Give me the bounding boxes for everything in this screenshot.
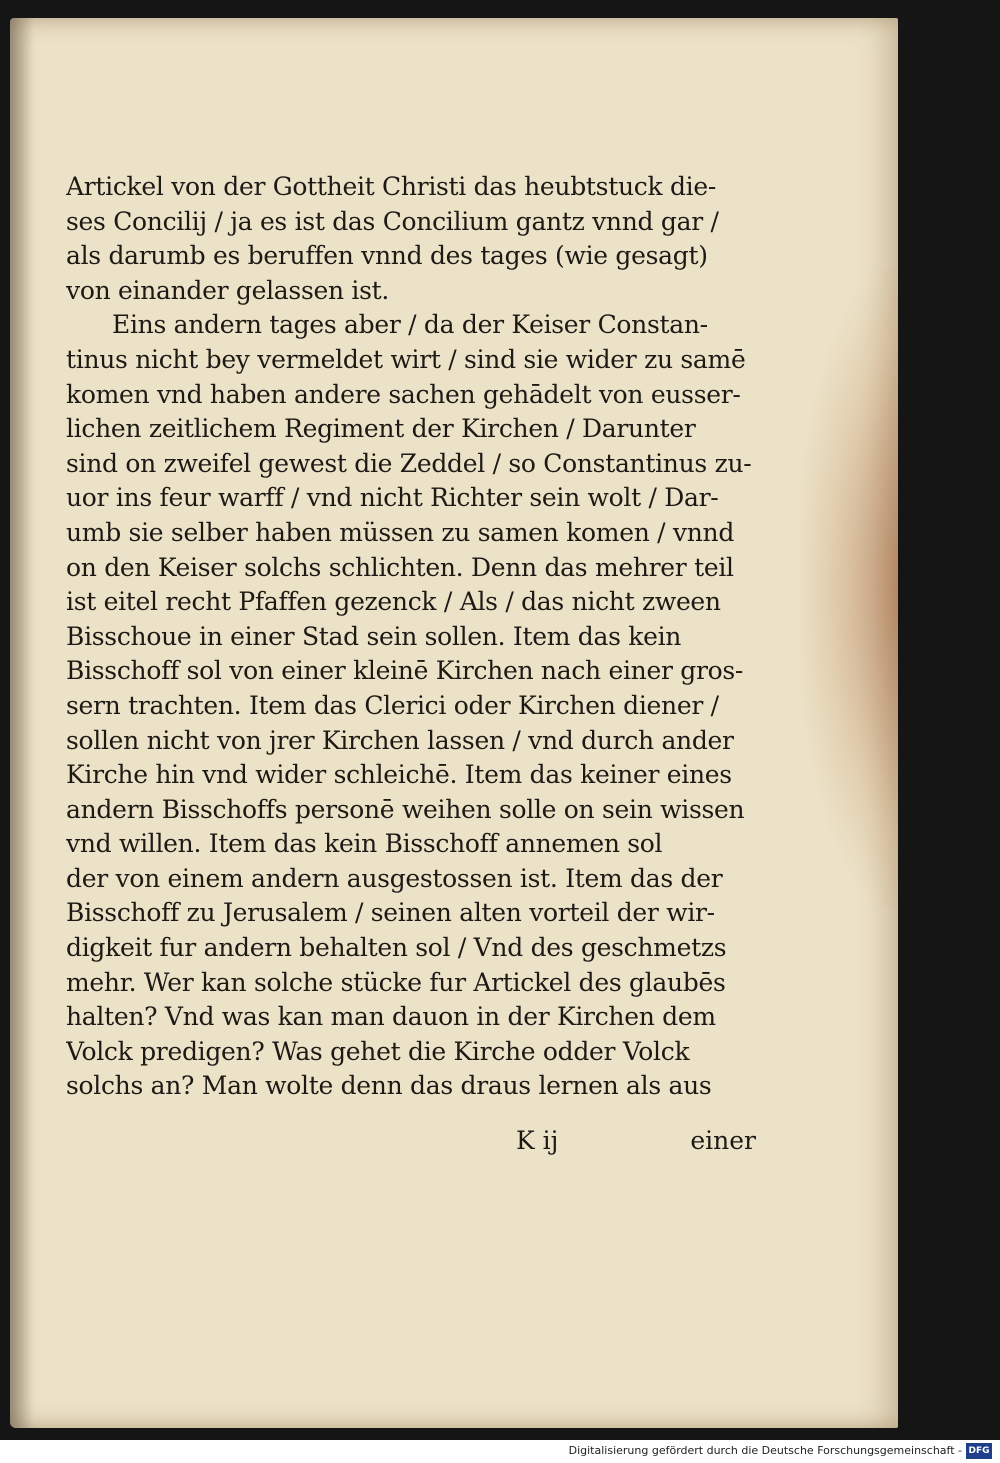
gutter-shadow	[10, 18, 34, 1428]
text-line: solchs an? Man wolte denn das draus lernen als aus	[66, 1071, 712, 1101]
text-line: andern Bisschoffs personē weihen solle on sein wissen	[66, 794, 745, 824]
text-line: Eins andern tages aber / da der Keiser Constan-	[112, 310, 708, 340]
dfg-logo: DFG	[966, 1443, 992, 1459]
book-page	[10, 18, 898, 1428]
main-text-block	[66, 170, 756, 1104]
text-line: tinus nicht bey vermeldet wirt / sind sie wider zu samē	[66, 344, 746, 374]
catchword: einer	[690, 1126, 756, 1155]
text-line: digkeit fur andern behalten sol / Vnd des geschmetzs	[66, 933, 727, 963]
page-foot	[66, 1126, 756, 1162]
text-line: Bisschoff sol von einer kleinē Kirchen nach einer gros-	[66, 656, 744, 686]
text-line: Bisschoff zu Jerusalem / seinen alten vorteil der wir-	[66, 898, 715, 928]
text-line: Volck predigen? Was gehet die Kirche odder Volck	[66, 1036, 690, 1066]
text-line: on den Keiser solchs schlichten. Denn das mehrer teil	[66, 552, 734, 582]
text-line: lichen zeitlichem Regiment der Kirchen / Darunter	[66, 414, 696, 444]
text-line: sern trachten. Item das Clerici oder Kirchen diener /	[66, 690, 719, 720]
text-line: von einander gelassen ist.	[66, 275, 390, 305]
text-line: mehr. Wer kan solche stücke fur Artickel des glaubēs	[66, 967, 726, 997]
text-line: sind on zweifel gewest die Zeddel / so Constantinus zu-	[66, 448, 752, 478]
text-line: Bisschoue in einer Stad sein sollen. Item das kein	[66, 621, 682, 651]
text-line: halten? Vnd was kan man dauon in der Kirchen dem	[66, 1002, 716, 1032]
text-line: komen vnd haben andere sachen gehādelt von eusser-	[66, 379, 741, 409]
text-line: vnd willen. Item das kein Bisschoff annemen sol	[66, 829, 663, 859]
footer-bar	[0, 1440, 1000, 1463]
water-stain	[800, 268, 898, 908]
text-line: sollen nicht von jrer Kirchen lassen / vnd durch ander	[66, 725, 734, 755]
signature-mark: K ij	[516, 1126, 559, 1155]
text-line: ist eitel recht Pfaffen gezenck / Als / das nicht zween	[66, 587, 721, 617]
text-line: Kirche hin vnd wider schleichē. Item das keiner eines	[66, 760, 732, 790]
text-line: umb sie selber haben müssen zu samen komen / vnnd	[66, 517, 735, 547]
text-line: ses Concilij / ja es ist das Concilium gantz vnnd gar /	[66, 206, 719, 236]
text-line: als darumb es beruffen vnnd des tages (wie gesagt)	[66, 241, 708, 271]
funding-credit: Digitalisierung gefördert durch die Deutsche Forschungsgemeinschaft -	[568, 1444, 962, 1457]
text-line: uor ins feur warff / vnd nicht Richter sein wolt / Dar-	[66, 483, 719, 513]
text-line: Artickel von der Gottheit Christi das heubtstuck die-	[66, 172, 716, 201]
text-line: der von einem andern ausgestossen ist. Item das der	[66, 863, 723, 893]
